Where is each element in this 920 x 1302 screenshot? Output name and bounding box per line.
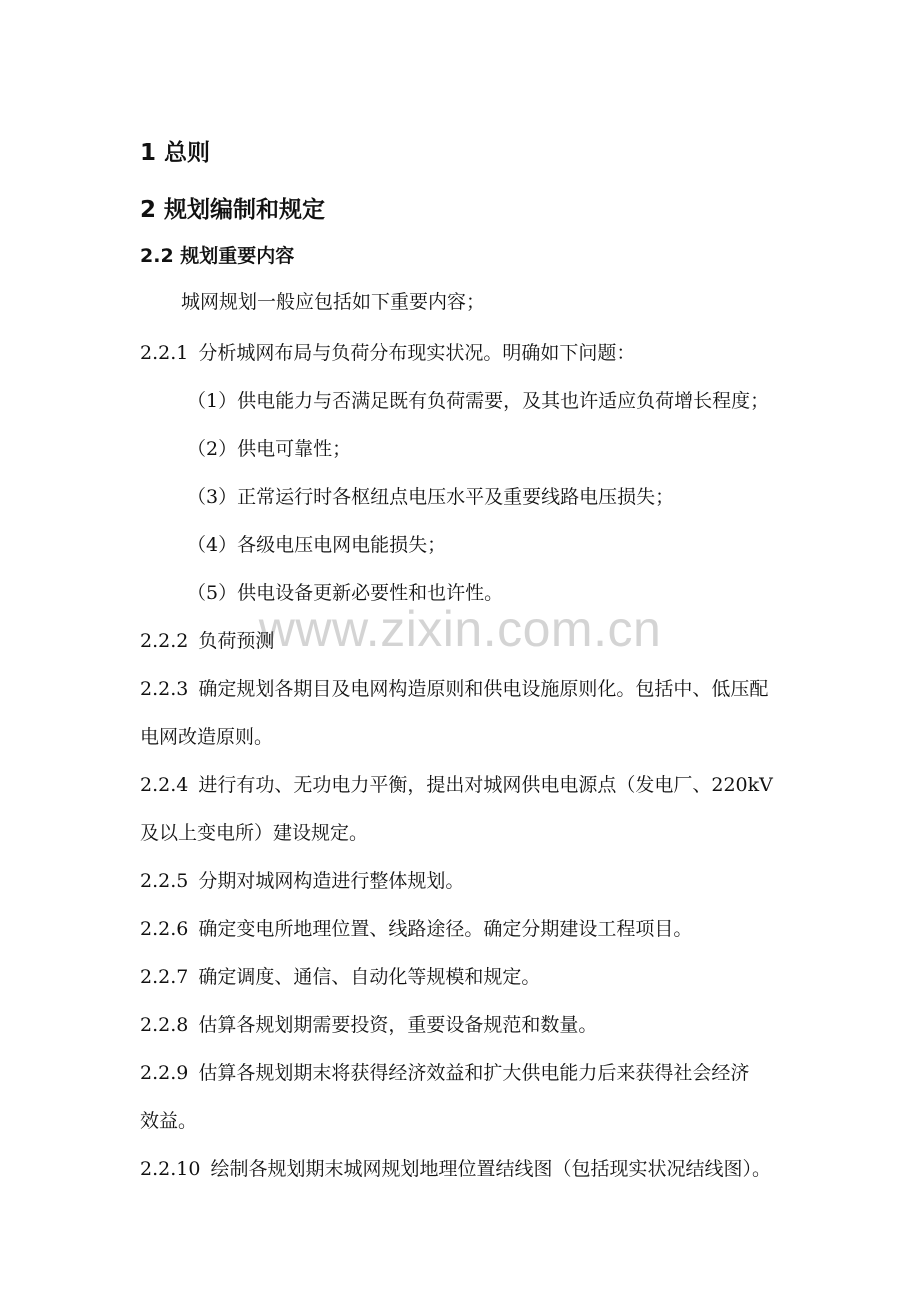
item-2-2-3-continuation: 电网改造原则。	[140, 726, 274, 748]
item-number: 2.2.6	[140, 918, 189, 940]
item-number: 2.2.7	[140, 966, 189, 988]
item-2-2-4-continuation: 及以上变电所）建设规定。	[140, 822, 369, 844]
item-number: 2.2.1	[140, 342, 189, 364]
item-2-2-3	[140, 677, 768, 701]
subitem-5: （5）供电设备更新必要性和也许性。	[187, 582, 504, 604]
item-text: 分析城网布局与负荷分布现实状况。明确如下问题：	[198, 342, 636, 364]
subitem-2: （2）供电可靠性；	[187, 438, 352, 460]
item-2-2-7	[140, 965, 540, 989]
item-2-2-1	[140, 341, 635, 365]
subitem-4: （4）各级电压电网电能损失；	[187, 534, 447, 556]
subitem-3: （3）正常运行时各枢纽点电压水平及重要线路电压损失；	[187, 486, 675, 508]
subitem-1: （1）供电能力与否满足既有负荷需要，及其也许适应负荷增长程度；	[187, 390, 770, 412]
item-2-2-10	[140, 1157, 771, 1181]
item-number: 2.2.2	[140, 630, 189, 652]
intro-paragraph: 城网规划一般应包括如下重要内容；	[181, 291, 486, 313]
item-2-2-9-continuation: 效益。	[140, 1110, 198, 1132]
item-text: 负荷预测	[198, 630, 275, 652]
item-number: 2.2.3	[140, 678, 189, 700]
item-2-2-4	[140, 773, 773, 797]
item-2-2-5	[140, 869, 464, 893]
item-text: 绘制各规划期末城网规划地理位置结线图（包括现实状况结线图）。	[210, 1158, 771, 1180]
item-number: 2.2.4	[140, 774, 189, 796]
item-number: 2.2.9	[140, 1062, 189, 1084]
watermark: www.zixin.com.cn	[258, 601, 662, 657]
heading-planning: 2 规划编制和规定	[140, 197, 326, 223]
item-text: 估算各规划期需要投资，重要设备规范和数量。	[198, 1014, 598, 1036]
item-2-2-2	[140, 629, 274, 653]
heading-main-content: 2.2 规划重要内容	[140, 245, 295, 267]
item-text: 确定变电所地理位置、线路途径。确定分期建设工程项目。	[198, 918, 693, 940]
item-text: 确定调度、通信、自动化等规模和规定。	[198, 966, 541, 988]
item-number: 2.2.8	[140, 1014, 189, 1036]
item-2-2-6	[140, 917, 692, 941]
item-text: 估算各规划期末将获得经济效益和扩大供电能力后来获得社会经济	[198, 1062, 750, 1084]
heading-general: 1 总则	[140, 140, 211, 166]
item-text: 分期对城网构造进行整体规划。	[198, 870, 465, 892]
item-number: 2.2.10	[140, 1158, 201, 1180]
item-number: 2.2.5	[140, 870, 189, 892]
item-2-2-8	[140, 1013, 597, 1037]
item-text: 进行有功、无功电力平衡，提出对城网供电电源点（发电厂、220kV	[198, 774, 773, 796]
item-2-2-9	[140, 1061, 749, 1085]
item-text: 确定规划各期目及电网构造原则和供电设施原则化。包括中、低压配	[198, 678, 769, 700]
